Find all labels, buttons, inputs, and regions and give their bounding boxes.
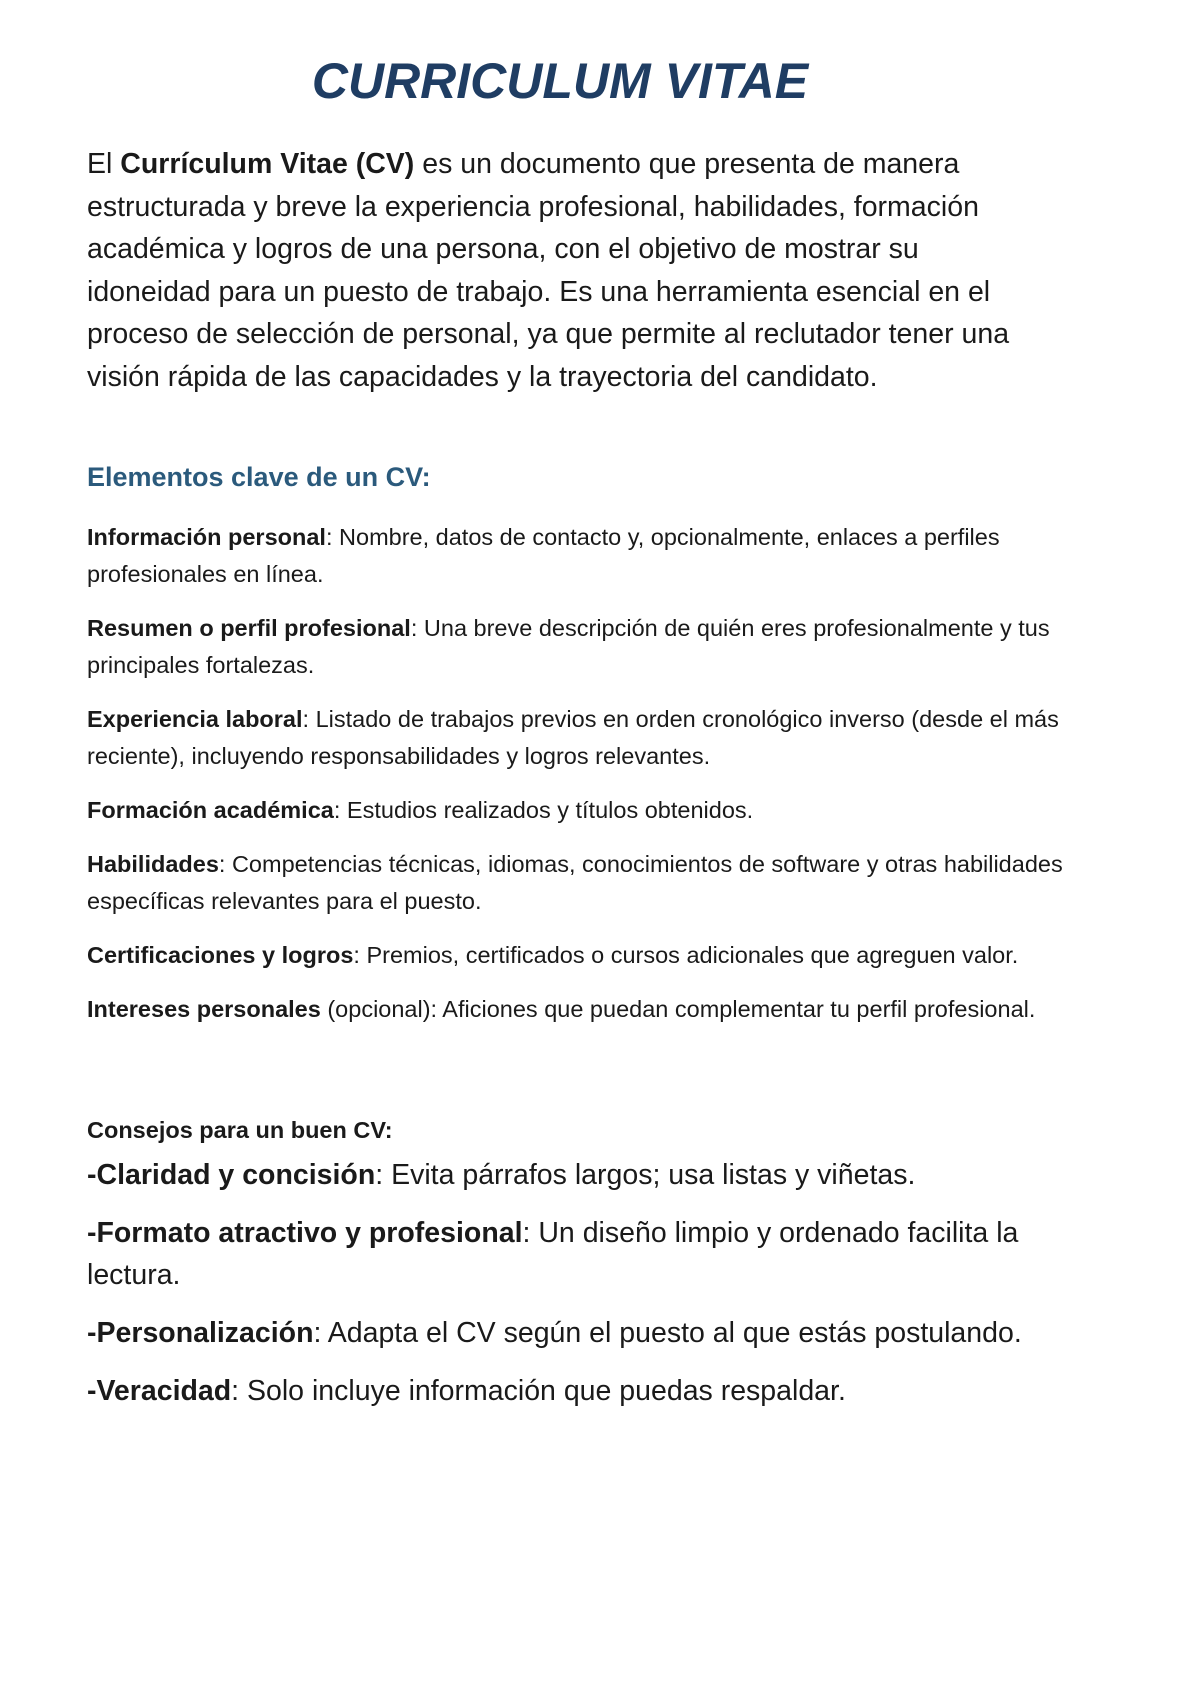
intro-paragraph [87,143,1047,398]
element-term: Información personal [87,524,326,550]
element-term: Habilidades [87,851,219,877]
element-term: Resumen o perfil profesional [87,615,411,641]
tip-term: -Personalización [87,1317,314,1349]
tip-item-veracity [87,1370,1047,1412]
element-text: : Listado de trabajos previos en orden cronológico inverso (desde el más reciente), incluyendo responsabilidades y logros relevantes. [87,706,1059,769]
tip-item-personalization [87,1312,1047,1354]
tip-item-clarity [87,1154,1047,1196]
element-term: Intereses personales [87,996,321,1022]
element-term: Certificaciones y logros [87,942,354,968]
element-text: : Competencias técnicas, idiomas, conocimientos de software y otras habilidades específicas relevantes para el puesto. [87,851,1063,914]
tip-text: : Solo incluye información que puedas respaldar. [231,1375,846,1407]
tip-text: : Adapta el CV según el puesto al que estás postulando. [313,1317,1022,1349]
intro-prefix: El [87,148,121,180]
element-text: : Premios, certificados o cursos adicionales que agreguen valor. [353,942,1019,968]
tip-text: : Evita párrafos largos; usa listas y viñetas. [375,1159,916,1191]
document-title: CURRICULUM VITAE [311,53,809,109]
element-item-personal-info [87,519,1077,593]
intro-bold-term: Currículum Vitae (CV) [120,148,415,180]
element-item-certifications [87,937,1077,974]
tip-term: -Formato atractivo y profesional [87,1217,523,1249]
element-text: : Nombre, datos de contacto y, opcionalmente, enlaces a perfiles profesionales en línea. [87,524,1000,587]
tip-item-format [87,1212,1047,1296]
element-item-education [87,792,1077,829]
element-text: : Estudios realizados y títulos obtenidos. [333,797,754,823]
element-text: : Una breve descripción de quién eres profesionalmente y tus principales fortalezas. [87,615,1050,678]
intro-text: es un documento que presenta de manera estructurada y breve la experiencia profesional, habilidades, formación académica y logros de una persona, con el objetivo de mostrar su idoneidad para un puesto de trabajo. Es una herramienta esencial en el proceso de selección de personal, ya que permite al reclutador tener una visión rápida de las capacidades y la trayectoria del candidato. [87,148,1010,393]
element-text: (opcional): Aficiones que puedan complementar tu perfil profesional. [320,996,1036,1022]
element-item-summary [87,610,1077,684]
elements-list [87,519,1077,1045]
element-term: Experiencia laboral [87,706,303,732]
tips-list [87,1154,1047,1428]
element-item-experience [87,701,1077,775]
tips-heading: Consejos para un buen CV: [87,1117,393,1143]
element-item-skills [87,846,1077,920]
element-term: Formación académica [87,797,334,823]
tip-term: -Veracidad [87,1375,232,1407]
elements-heading: Elementos clave de un CV: [87,462,431,492]
tip-text: : Un diseño limpio y ordenado facilita la lectura. [87,1217,1019,1291]
element-item-interests [87,991,1077,1028]
tip-term: -Claridad y concisión [87,1159,376,1191]
